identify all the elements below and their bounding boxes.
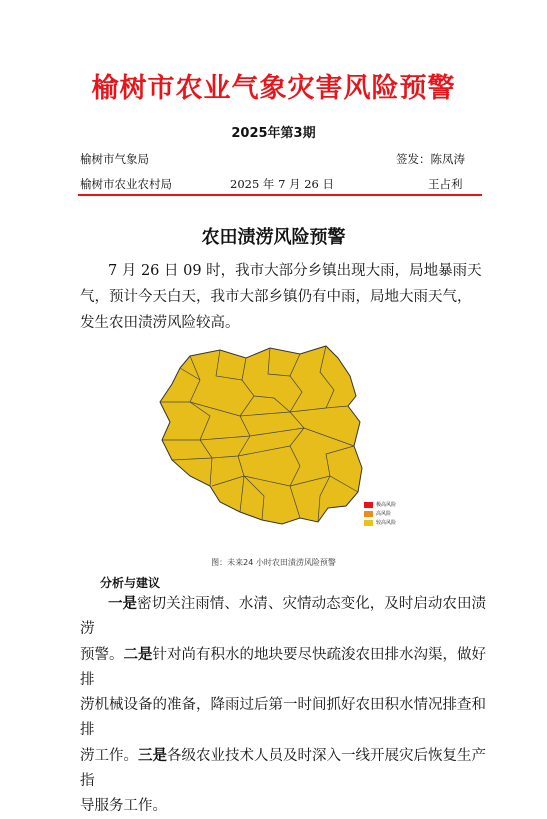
advice-text: 密切关注雨情、水清、灾情动态变化，及时启动农田渍涝 [80, 596, 487, 637]
issuer-agriculture: 榆树市农业农村局 [80, 177, 172, 191]
legend-swatch [364, 520, 373, 526]
signer-label: 签发：陈凤涛 [396, 152, 465, 166]
legend-label: 极高风险 [376, 502, 397, 508]
advice-line [80, 591, 486, 642]
figure-caption: 图：未来24 小时农田渍涝风险预警 [211, 558, 336, 567]
advice-paragraph [80, 591, 486, 819]
legend-item [364, 509, 424, 518]
legend-label: 较高风险 [376, 520, 397, 526]
advice-key: 一是 [108, 595, 138, 612]
advice-line [80, 743, 486, 794]
risk-map-svg [150, 336, 390, 536]
document-title: 榆树市农业气象灾害风险预警 [91, 73, 456, 104]
issue-date: 2025 年 7 月 26 日 [230, 177, 334, 191]
intro-line: 气，预计今天白天，我市大部乡镇仍有中雨，局地大雨天气， [80, 289, 472, 305]
intro-line: 发生农田渍涝风险较高。 [80, 315, 240, 331]
legend-label: 高风险 [376, 511, 392, 517]
advice-key: 二是 [123, 646, 153, 663]
advice-key: 三是 [138, 747, 167, 764]
advice-text: 针对尚有积水的地块要尽快疏浚农田排水沟渠，做好排 [80, 647, 486, 688]
intro-line: 7 月 26 日 09 时，我市大部分乡镇出现大雨，局地暴雨天 [108, 263, 482, 279]
legend-item [364, 518, 424, 527]
header-divider [78, 194, 482, 196]
advice-heading: 分析与建议 [100, 576, 161, 590]
intro-paragraph [80, 258, 486, 336]
advice-text: 各级农业技术人员及时深入一线开展灾后恢复生产指 [80, 748, 486, 789]
advice-text: 预警。 [80, 647, 124, 663]
map-region [160, 346, 362, 524]
legend-item [364, 500, 424, 509]
legend-swatch [364, 511, 373, 517]
risk-map [150, 336, 390, 536]
signer-second: 王占利 [428, 177, 463, 191]
advice-line [80, 642, 486, 693]
advice-line: 导服务工作。 [80, 798, 167, 814]
article-heading: 农田渍涝风险预警 [201, 227, 346, 248]
issue-number: 2025年第3期 [231, 126, 316, 141]
map-legend [364, 500, 424, 527]
issuer-meteorological: 榆树市气象局 [80, 152, 149, 166]
legend-swatch [364, 502, 373, 508]
advice-line: 涝机械设备的准备，降雨过后第一时间抓好农田积水情况排查和排 [80, 697, 486, 738]
advice-text: 涝工作。 [80, 748, 138, 764]
